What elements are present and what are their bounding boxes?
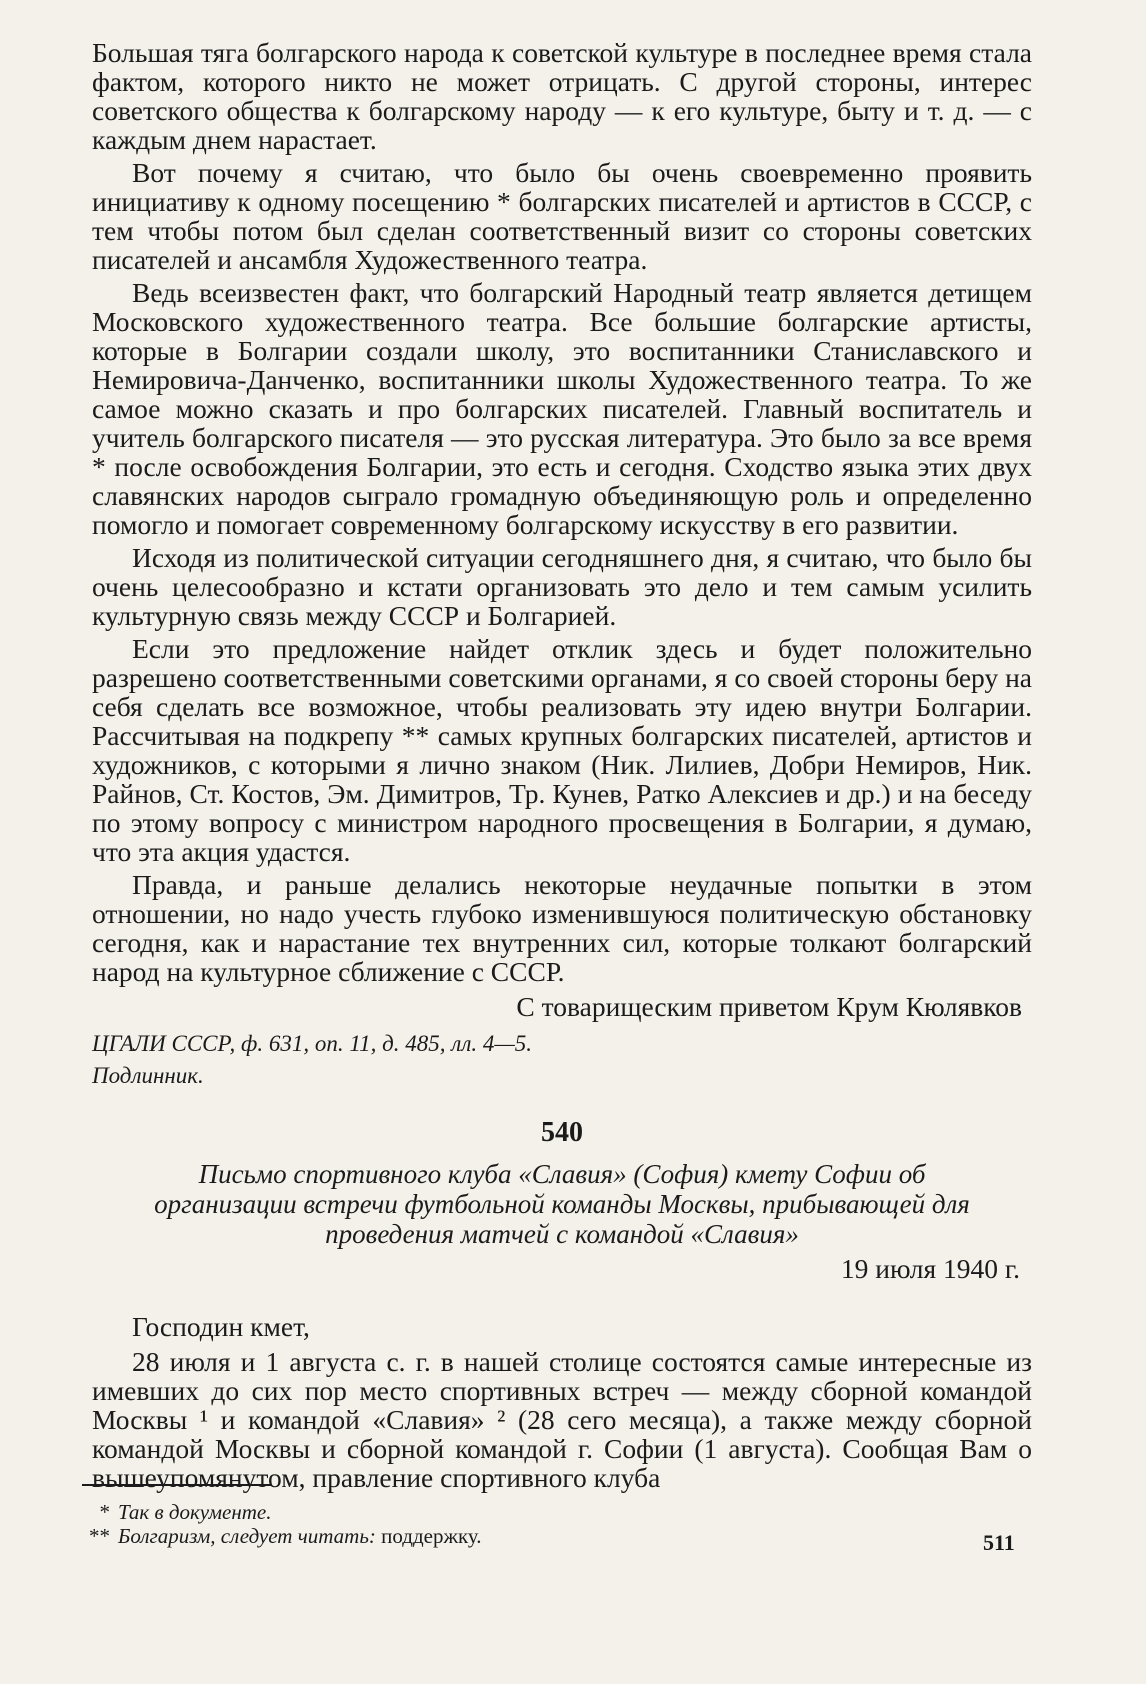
page-number: 511 [983,1530,1015,1555]
main-text-column [92,38,1032,1496]
document-title: Письмо спортивного клуба «Славия» (София) кмету Софии об организации встречи футбольной команды Москвы, прибывающей для проведения матчей с командой «Славия» [154,1159,970,1249]
letter-paragraph-3: Ведь всеизвестен факт, что болгарский Народный театр является детищем Московского художественного театра. Все большие болгарские артисты, которые в Болгарии создали школу, это воспитанники Станиславского и Немировича-Данченко, воспитанники школы Художественного театра. То же самое можно сказать и про болгарских писателей. Главный воспитатель и учитель болгарского писателя — это русская литература. Это было за все время * после освобождения Болгарии, это есть и сегодня. Сходство языка этих двух славянских народов сыграло громадную объединяющую роль и определенно помогло и помогает современному болгарскому искусству в его развитии. [92,277,1032,540]
footnote-1 [82,1500,482,1524]
letter-paragraph-1: Большая тяга болгарского народа к советской культуре в последнее время стала фактом, которого никто не может отрицать. С другой стороны, интерес советского общества к болгарскому народу — к его культуре, быту и т. д. — с каждым днем нарастает. [92,37,1032,155]
document-date: 19 июля 1940 г. [840,1253,1020,1284]
footnotes [82,1500,482,1548]
footnote-italic-text: Болгаризм, следует читать: [118,1524,376,1548]
letter-signature: С товарищеским приветом Крум Кюлявков [516,991,1022,1022]
archive-reference: ЦГАЛИ СССР, ф. 631, оп. 11, д. 485, лл. 4—5. [92,1031,533,1056]
letter-paragraph-5: Если это предложение найдет отклик здесь и будет положительно разрешено соответственными советскими органами, я со своей стороны беру на себя сделать все возможное, чтобы реализовать эту идею внутри Болгарии. Рассчитывая на подкрепу ** самых крупных болгарских писателей, артистов и художников, с которыми я лично знаком (Ник. Лилиев, Добри Немиров, Ник. Райнов, Ст. Костов, Эм. Димитров, Тр. Кунев, Ратко Алексиев и др.) и на беседу по этому вопросу с министром народного просвещения в Болгарии, я думаю, что эта акция удастся. [92,633,1032,867]
letter-paragraph-6: Правда, и раньше делались некоторые неудачные попытки в этом отношении, но надо учесть глубоко изменившуюся политическую обстановку сегодня, как и нарастание тех внутренних сил, которые толкают болгарский народ на культурное сближение с СССР. [92,869,1032,987]
document-body: 28 июля и 1 августа с. г. в нашей столице состоятся самые интересные из имевших до сих пор место спортивных встреч — между сборной командой Москвы ¹ и командой «Славия» ² (28 сего месяца), а также между сборной командой Москвы и сборной командой г. Софии (1 августа). Сообщая Вам о вышеупомянутом, правление спортивного клуба [92,1346,1032,1493]
footnote-italic-text: Так в документе. [118,1500,272,1524]
document-number: 540 [541,1117,583,1148]
letter-paragraph-4: Исходя из политической ситуации сегодняшнего дня, я считаю, что было бы очень целесообразно и кстати организовать это дело и тем самым усилить культурную связь между СССР и Болгарией. [92,542,1032,631]
footnote-mark: ** [89,1524,110,1548]
footnote-2 [82,1524,482,1548]
footnote-divider [82,1484,272,1486]
archive-note: Подлинник. [92,1063,204,1088]
letter-paragraph-2: Вот почему я считаю, что было бы очень своевременно проявить инициативу к одному посещению * болгарских писателей и артистов в СССР, с тем чтобы потом был сделан соответственный визит со стороны советских писателей и ансамбля Художественного театра. [92,157,1032,275]
footnote-plain-text: поддержку. [375,1524,482,1548]
footnote-mark: * [99,1500,110,1524]
salutation: Господин кмет, [132,1311,310,1342]
